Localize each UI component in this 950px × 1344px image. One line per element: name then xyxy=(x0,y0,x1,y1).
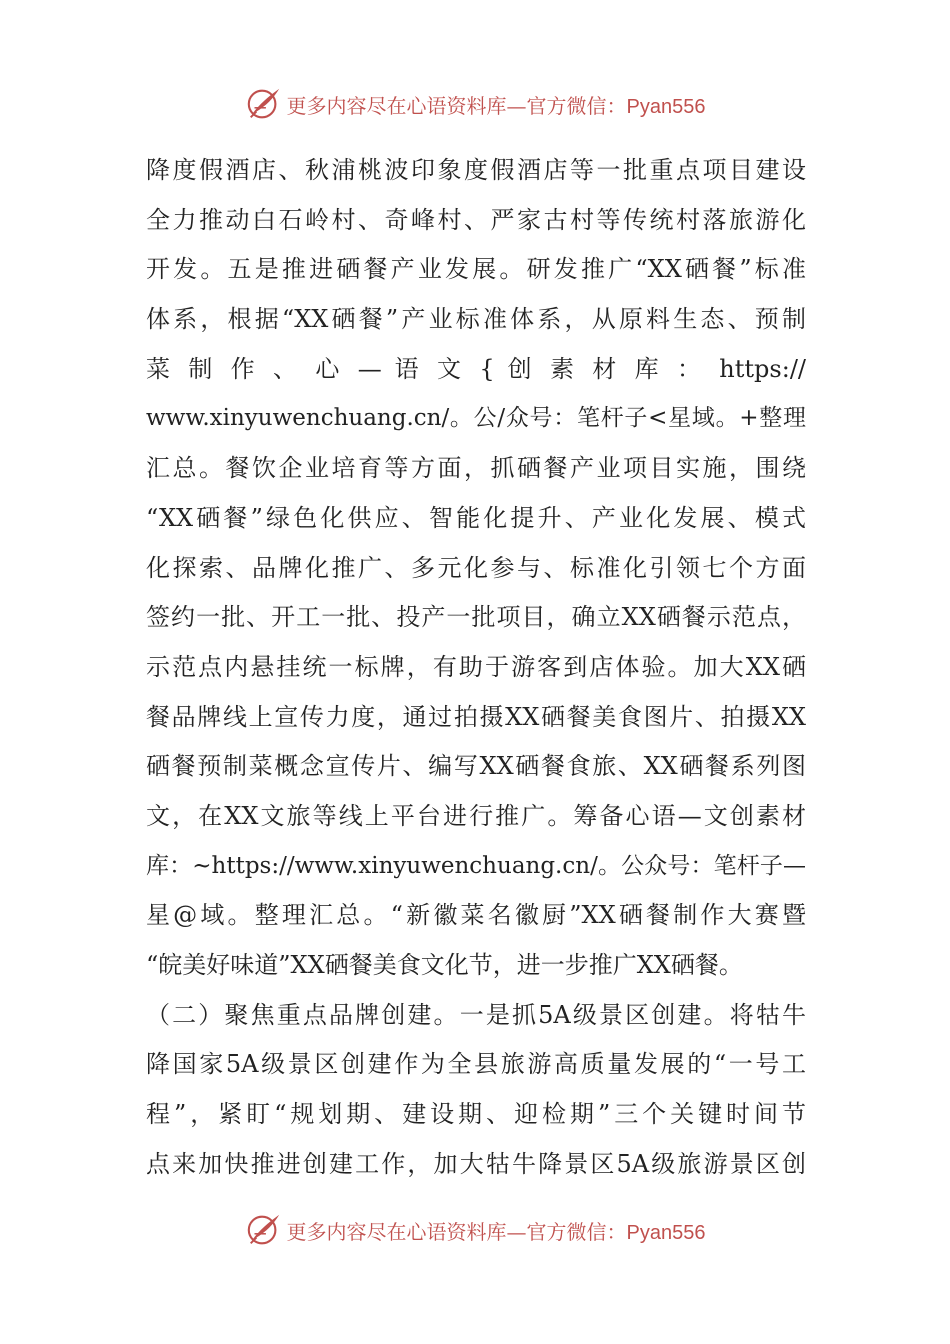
paragraph-line: 全力推动白石岭村、奇峰村、严家古村等传统村落旅游化 xyxy=(146,205,806,234)
paragraph-line: （二）聚焦重点品牌创建。一是抓5A级景区创建。将牯牛 xyxy=(146,1000,806,1029)
quill-logo-icon xyxy=(245,1211,283,1249)
footer-banner-text: 更多内容尽在心语资料库—官方微信：Pyan556 xyxy=(286,1219,706,1244)
quill-logo-icon xyxy=(245,85,283,123)
document-body xyxy=(146,146,806,1189)
footer-banner xyxy=(0,1208,950,1252)
paragraph-line: “皖美好味道”XX硒餐美食文化节，进一步推广XX硒餐。 xyxy=(146,951,743,979)
paragraph-line: 降度假酒店、秋浦桃波印象度假酒店等一批重点项目建设 xyxy=(146,156,806,184)
paragraph-line: 文，在XX文旅等线上平台进行推广。筹备心语—文创素材 xyxy=(146,801,806,830)
header-banner xyxy=(0,82,950,126)
paragraph-line: 餐品牌线上宣传力度，通过拍摄XX硒餐美食图片、拍摄XX xyxy=(146,702,806,731)
paragraph-line: 示范点内悬挂统一标牌，有助于游客到店体验。加大XX硒 xyxy=(146,652,806,681)
paragraph-line: 化探索、品牌化推广、多元化参与、标准化引领七个方面 xyxy=(146,553,806,582)
paragraph-line: 降国家5A级景区创建作为全县旅游高质量发展的“一号工 xyxy=(146,1050,806,1079)
header-banner-text: 更多内容尽在心语资料库—官方微信：Pyan556 xyxy=(286,93,706,118)
paragraph-line: 库：~https://www.xinyuwenchuang.cn/。公众号：笔杆子— xyxy=(146,852,806,879)
paragraph-line: www.xinyuwenchuang.cn/。公/众号：笔杆子<星域。+整理 xyxy=(146,405,806,432)
paragraph-line: “XX硒餐”绿色化供应、智能化提升、产业化发展、模式 xyxy=(146,503,806,532)
paragraph-line: 硒餐预制菜概念宣传片、编写XX硒餐食旅、XX硒餐系列图 xyxy=(146,752,806,781)
paragraph-line: 点来加快推进创建工作，加大牯牛降景区5A级旅游景区创 xyxy=(146,1149,806,1178)
paragraph-line: 体系，根据“XX硒餐”产业标准体系，从原料生态、预制 xyxy=(146,305,806,334)
paragraph-line: 签约一批、开工一批、投产一批项目，确立XX硒餐示范点， xyxy=(146,603,806,632)
paragraph-line: 汇总。餐饮企业培育等方面，抓硒餐产业项目实施，围绕 xyxy=(146,454,806,483)
paragraph-line: 菜 制 作 、 心 — 语 文 { 创 素 材 库 ： https:// xyxy=(146,354,806,383)
paragraph-line: 程”，紧盯“规划期、建设期、迎检期”三个关键时间节 xyxy=(146,1100,806,1129)
paragraph-line: 开发。五是推进硒餐产业发展。研发推广“XX硒餐”标准 xyxy=(146,255,806,284)
paragraph-line: 星@域。整理汇总。“新徽菜名徽厨”XX硒餐制作大赛暨 xyxy=(146,901,806,930)
